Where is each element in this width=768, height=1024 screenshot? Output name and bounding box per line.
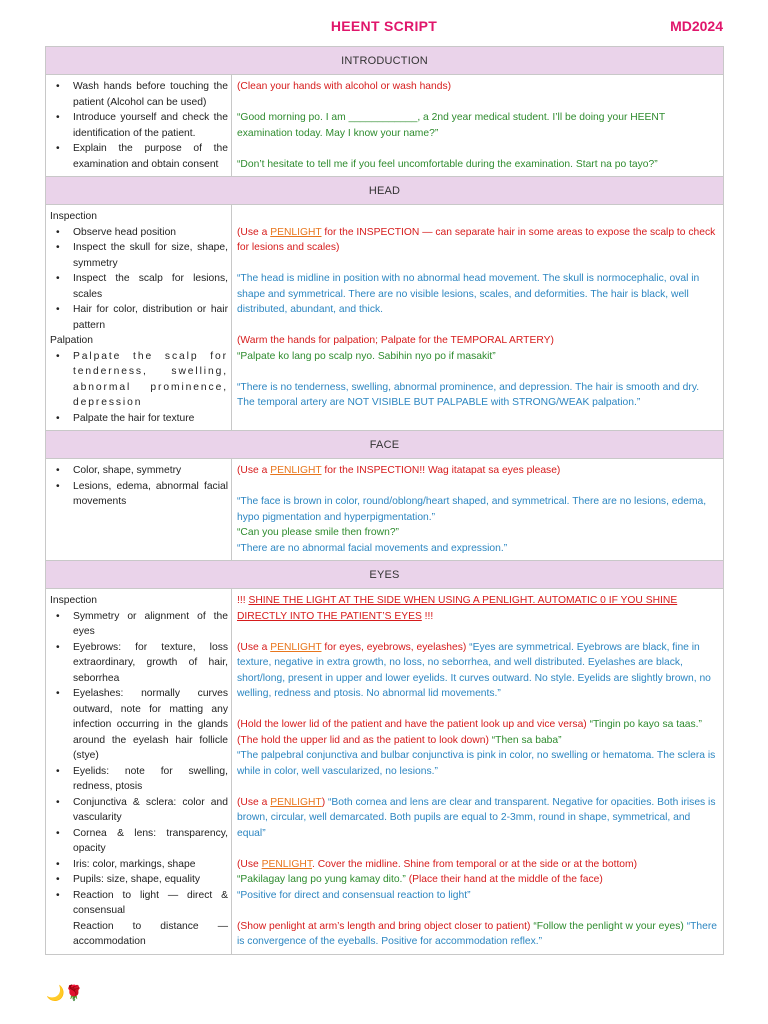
intro-checklist xyxy=(46,75,232,176)
checklist-item: • Reaction to light — direct & consensual xyxy=(50,888,228,919)
checklist-item: • Pupils: size, shape, equality xyxy=(50,872,228,888)
checklist-item: • Color, shape, symmetry xyxy=(50,463,228,479)
eyes-checklist xyxy=(46,589,232,954)
eyes-row xyxy=(46,589,723,954)
spoken-line: “Good morning po. I am ____________, a 2nd year medical student. I’ll be doing your HEENT examination today. May I know your name?” xyxy=(237,112,665,139)
head-row xyxy=(46,205,723,431)
eyes-script xyxy=(232,589,723,954)
subheading: Palpation xyxy=(50,335,93,346)
checklist-item: • Eyelids: note for swelling, redness, ptosis xyxy=(50,764,228,795)
checklist-item: • Eyebrows: for texture, loss extraordinary, growth of hair, seborrhea xyxy=(50,640,228,687)
checklist-item: • Observe head position xyxy=(50,225,228,241)
finding-text: “The head is midline in position with no abnormal head movement. The skull is normocephalic, oval in shape and symmetrical. There are no visible lesions, scales, and deformities. The hair is black, well distributed, abundant, and thick. xyxy=(237,273,700,315)
checklist-item: • Inspect the skull for size, shape, symmetry xyxy=(50,240,228,271)
head-script xyxy=(232,205,723,430)
page-title: HEENT SCRIPT xyxy=(330,18,438,34)
finding-text: “Positive for direct and consensual reaction to light” xyxy=(237,889,471,901)
page-code: MD2024 xyxy=(670,18,723,34)
eyes-paragraph-4: “Pakilagay lang po yung kamay dito.” (Place their hand at the middle of the face) xyxy=(237,874,603,885)
spoken-line: “Palpate ko lang po scalp nyo. Sabihin nyo po if masakit” xyxy=(237,350,496,362)
section-header-head: HEAD xyxy=(46,177,723,205)
spoken-line: “Can you please smile then frown?” xyxy=(237,527,399,538)
checklist-item: • Palpate the hair for texture xyxy=(50,411,228,427)
eyes-paragraph-2: (Hold the lower lid of the patient and have the patient look up and vice versa) “Tingin po kayo sa taas.” (The hold the upper lid and as the patient to look down) “Then sa baba” xyxy=(237,719,702,746)
finding-text: “The palpebral conjunctiva and bulbar conjunctiva is pink in color, no swelling or hematoma. The sclera is while in color, well vascularized, no lesions.” xyxy=(237,750,716,777)
warning-text: !!! SHINE THE LIGHT AT THE SIDE WHEN USING A PENLIGHT. AUTOMATIC 0 IF YOU SHINE DIRECTLY INTO THE PATIENT’S EYES !!! xyxy=(237,595,678,622)
script-table xyxy=(45,46,724,955)
checklist-item: • Lesions, edema, abnormal facial movements xyxy=(50,479,228,510)
instruction-text: (Clean your hands with alcohol or wash hands) xyxy=(237,81,452,92)
page-header xyxy=(0,18,768,40)
checklist-item: • Palpate the scalp for tenderness, swelling, abnormal prominence, depression xyxy=(50,349,228,411)
eyes-paragraph-3: (Use a PENLIGHT) “Both cornea and lens are clear and transparent. Negative for opacities. Both irises is brown, circular, well demarcated. Both pupils are equal to 2-3mm, round in shape, symmetrical, and equal” xyxy=(237,796,716,839)
checklist-item: • Conjunctiva & sclera: color and vascularity xyxy=(50,795,228,826)
penlight-tag: PENLIGHT xyxy=(270,226,322,238)
subheading: Inspection xyxy=(50,595,97,606)
checklist-item: • Eyelashes: normally curves outward, note for matting any infection occurring in the glands around the eyelash hair follicle (stye) xyxy=(50,686,228,764)
instruction-text: (Use PENLIGHT. Cover the midline. Shine from temporal or at the side or at the bottom) xyxy=(237,858,638,870)
section-header-eyes: EYES xyxy=(46,561,723,589)
rose-icon: 🌹 xyxy=(64,985,84,1002)
penlight-tag: PENLIGHT xyxy=(270,641,322,653)
instruction-text: (Use a PENLIGHT for the INSPECTION — can separate hair in some areas to expose the scalp to check for lesions and scales) xyxy=(237,226,716,253)
checklist-item: • Wash hands before touching the patient (Alcohol can be used) xyxy=(50,79,228,110)
checklist-item: • Explain the purpose of the examination and obtain consent xyxy=(50,141,228,172)
checklist-item: Reaction to distance — accommodation xyxy=(73,920,228,947)
instruction-text: (Warm the hands for palpation; Palpate for the TEMPORAL ARTERY) xyxy=(237,335,554,346)
section-header-introduction: INTRODUCTION xyxy=(46,47,723,75)
moon-icon: 🌙 xyxy=(46,985,65,1002)
finding-text: “There is no tenderness, swelling, abnormal prominence, and depression. The hair is smooth and dry. The temporal artery are NOT VISIBLE BUT PALPABLE with STRONG/WEAK palpation.” xyxy=(237,381,700,408)
finding-text: “There are no abnormal facial movements and expression.” xyxy=(237,542,508,554)
subheading: Inspection xyxy=(50,211,97,222)
checklist-item: • Symmetry or alignment of the eyes xyxy=(50,609,228,640)
footer-decoration xyxy=(46,984,83,1002)
section-header-face: FACE xyxy=(46,431,723,459)
face-checklist xyxy=(46,459,232,560)
checklist-item: • Introduce yourself and check the identification of the patient. xyxy=(50,110,228,141)
face-script xyxy=(232,459,723,560)
intro-script xyxy=(232,75,723,176)
checklist-item: • Hair for color, distribution or hair pattern xyxy=(50,302,228,333)
face-row xyxy=(46,459,723,561)
head-checklist xyxy=(46,205,232,430)
penlight-tag: PENLIGHT xyxy=(270,465,322,476)
checklist-item: • Cornea & lens: transparency, opacity xyxy=(50,826,228,857)
penlight-tag: PENLIGHT xyxy=(270,796,322,808)
penlight-tag: PENLIGHT xyxy=(261,858,312,870)
finding-text: “The face is brown in color, round/oblong/heart shaped, and symmetrical. There are no lesions, edema, hypo pigmentation and hyperpigmentation.” xyxy=(237,496,707,523)
instruction-text: (Use a PENLIGHT for the INSPECTION!! Wag itatapat sa eyes please) xyxy=(237,465,561,476)
eyes-paragraph-5: (Show penlight at arm’s length and bring object closer to patient) “Follow the penlight w your eyes) “There is convergence of the eyeballs. Positive for accommodation reflex.” xyxy=(237,920,718,947)
checklist-item: • Inspect the scalp for lesions, scales xyxy=(50,271,228,302)
intro-row xyxy=(46,75,723,177)
spoken-line: “Don’t hesitate to tell me if you feel uncomfortable during the examination. Start na po tayo?” xyxy=(237,158,658,170)
checklist-item: • Iris: color, markings, shape xyxy=(50,857,228,873)
eyes-paragraph-1: (Use a PENLIGHT for eyes, eyebrows, eyelashes) “Eyes are symmetrical. Eyebrows are black, fine in texture, negative in extra growth, no loss, no seborrhea, and well distributed. Eyelashes are black, short/long, present in upper and lower eyelids. It curves outward. No style. Eyelids are slightly brown, no welling, redness and ptosis. No abnormal lid movements.” xyxy=(237,641,711,699)
